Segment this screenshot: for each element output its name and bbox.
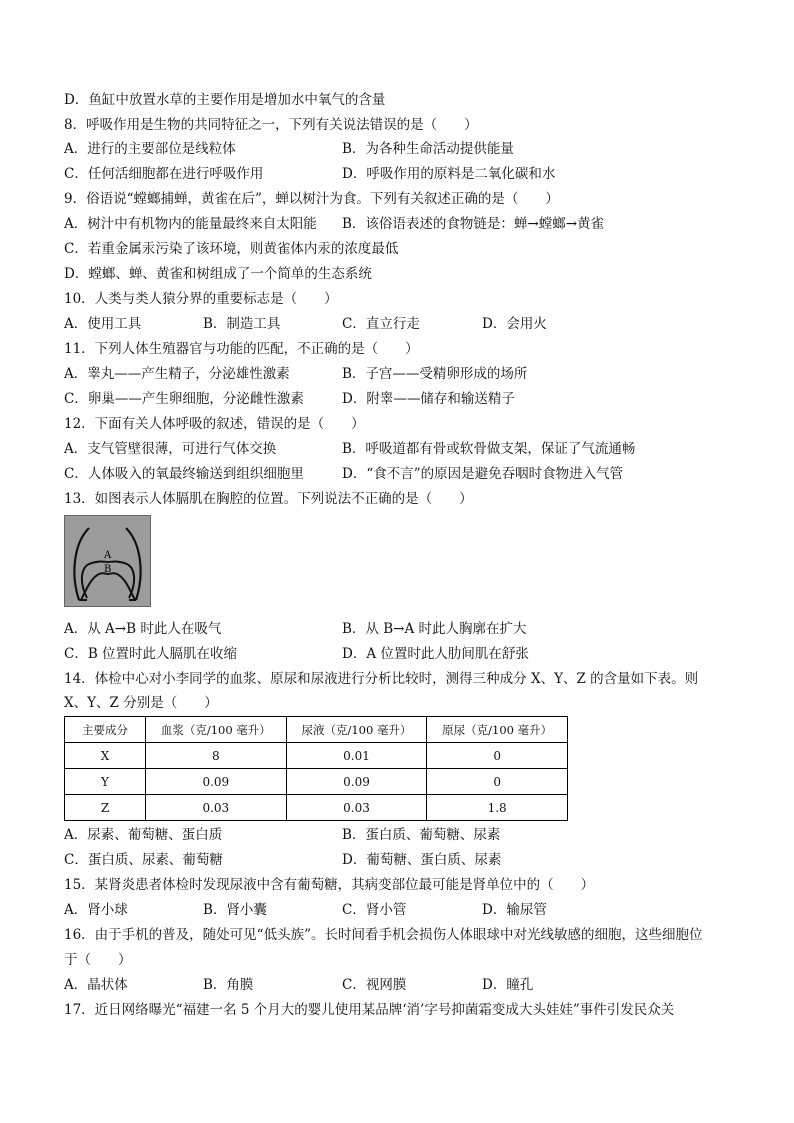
question-13: 13．如图表示人体膈肌在胸腔的位置。下列说法不正确的是（ ） <box>64 491 473 507</box>
q13-option-d: D．A 位置时此人肋间肌在舒张 <box>342 646 529 662</box>
q8-option-c: C．任何活细胞都在进行呼吸作用 <box>64 166 264 182</box>
q9-option-d: D．螳螂、蝉、黄雀和树组成了一个简单的生态系统 <box>64 266 372 282</box>
label-b: B <box>104 564 112 575</box>
q14-option-b: B．蛋白质、葡萄糖、尿素 <box>342 827 501 843</box>
table-row <box>65 769 568 795</box>
table-cell: 0 <box>427 743 568 769</box>
question-11: 11．下列人体生殖器官与功能的匹配，不正确的是（ ） <box>64 341 419 357</box>
diaphragm-position-b <box>81 573 135 600</box>
q7-option-d: D．鱼缸中放置水草的主要作用是增加水中氧气的含量 <box>64 92 386 108</box>
table-cell: 0.03 <box>146 795 287 821</box>
q12-option-d: D．“食不言”的原因是避免吞咽时食物进入气管 <box>342 466 624 482</box>
q11-option-c: C．卵巢——产生卵细胞，分泌雌性激素 <box>64 391 304 407</box>
question-17: 17．近日网络曝光“福建一名 5 个月大的婴儿使用某品牌‘消’字号抑菌霜变成大头娃娃”事件引发民众关 <box>64 1002 675 1018</box>
diaphragm-diagram <box>65 516 150 606</box>
q8-option-d: D．呼吸作用的原料是二氧化碳和水 <box>342 166 556 182</box>
table-header: 血浆（克/100 毫升） <box>146 717 287 743</box>
q8-option-b: B．为各种生命活动提供能量 <box>342 141 514 157</box>
table-cell: 0.09 <box>286 769 427 795</box>
table-row <box>65 743 568 769</box>
q15-option-a: A．肾小球 <box>64 902 128 918</box>
q9-option-c: C．若重金属汞污染了该环境，则黄雀体内汞的浓度最低 <box>64 241 399 257</box>
q11-option-b: B．子宫——受精卵形成的场所 <box>342 366 528 382</box>
table-row <box>65 795 568 821</box>
table-cell: 8 <box>146 743 287 769</box>
table-cell: X <box>65 743 146 769</box>
table-cell: 0.01 <box>286 743 427 769</box>
q9-option-b: B．该俗语表述的食物链是：蝉→螳螂→黄雀 <box>342 216 605 232</box>
q16-option-b: B．角膜 <box>203 977 254 993</box>
question-14: 14．体检中心对小李同学的血浆、原尿和尿液进行分析比较时，测得三种成分 X、Y、Z 的含量如下表。则 <box>64 671 699 687</box>
q13-option-b: B．从 B→A 时此人胸廓在扩大 <box>342 621 527 637</box>
table-cell: 0.03 <box>286 795 427 821</box>
q13-option-c: C．B 位置时此人膈肌在收缩 <box>64 646 238 662</box>
table-cell: 1.8 <box>427 795 568 821</box>
q12-option-b: B．呼吸道都有骨或软骨做支架，保证了气流通畅 <box>342 441 636 457</box>
diaphragm-figure <box>64 515 151 607</box>
q8-option-a: A．进行的主要部位是线粒体 <box>64 141 236 157</box>
table-cell: Z <box>65 795 146 821</box>
q15-option-d: D．输尿管 <box>482 902 547 918</box>
q10-option-b: B．制造工具 <box>203 316 281 332</box>
q14-option-c: C．蛋白质、尿素、葡萄糖 <box>64 852 223 868</box>
q9-option-a: A．树汁中有机物内的能量最终来自太阳能 <box>64 216 317 232</box>
q15-option-c: C．肾小管 <box>342 902 407 918</box>
table-header-row <box>65 717 568 743</box>
q12-option-a: A．支气管壁很薄，可进行气体交换 <box>64 441 277 457</box>
q16-option-c: C．视网膜 <box>342 977 407 993</box>
table-cell: 0 <box>427 769 568 795</box>
table-cell: Y <box>65 769 146 795</box>
q11-option-d: D．附睾——储存和输送精子 <box>342 391 515 407</box>
question-12: 12．下面有关人体呼吸的叙述，错误的是（ ） <box>64 416 365 432</box>
q14-option-d: D．葡萄糖、蛋白质、尿素 <box>342 852 502 868</box>
label-a: A <box>104 550 112 561</box>
question-14-continued: X、Y、Z 分别是（ ） <box>64 695 218 711</box>
table-header: 原尿（克/100 毫升） <box>427 717 568 743</box>
q12-option-c: C．人体吸入的氧最终输送到组织细胞里 <box>64 466 304 482</box>
table-cell: 0.09 <box>146 769 287 795</box>
question-8: 8．呼吸作用是生物的共同特征之一，下列有关说法错误的是（ ） <box>64 117 478 133</box>
table-header: 主要成分 <box>65 717 146 743</box>
q10-option-a: A．使用工具 <box>64 316 142 332</box>
q13-option-a: A．从 A→B 时此人在吸气 <box>64 621 222 637</box>
q10-option-c: C．直立行走 <box>342 316 420 332</box>
question-10: 10．人类与类人猿分界的重要标志是（ ） <box>64 291 338 307</box>
composition-table <box>64 716 568 821</box>
q14-option-a: A．尿素、葡萄糖、蛋白质 <box>64 827 223 843</box>
q10-option-d: D．会用火 <box>482 316 547 332</box>
q11-option-a: A．睾丸——产生精子，分泌雄性激素 <box>64 366 290 382</box>
table-header: 尿液（克/100 毫升） <box>286 717 427 743</box>
question-16: 16．由于手机的普及，随处可见“低头族”。长时间看手机会损伤人体眼球中对光线敏感的细胞，这些细胞位 <box>64 927 703 943</box>
q16-option-a: A．晶状体 <box>64 977 128 993</box>
q15-option-b: B．肾小囊 <box>203 902 267 918</box>
q16-option-d: D．瞳孔 <box>482 977 534 993</box>
question-15: 15．某肾炎患者体检时发现尿液中含有葡萄糖，其病变部位最可能是肾单位中的（ ） <box>64 877 595 893</box>
question-16-continued: 于（ ） <box>64 952 132 968</box>
question-9: 9．俗语说“螳螂捕蝉，黄雀在后”，蝉以树汁为食。下列有关叙述正确的是（ ） <box>64 191 559 207</box>
